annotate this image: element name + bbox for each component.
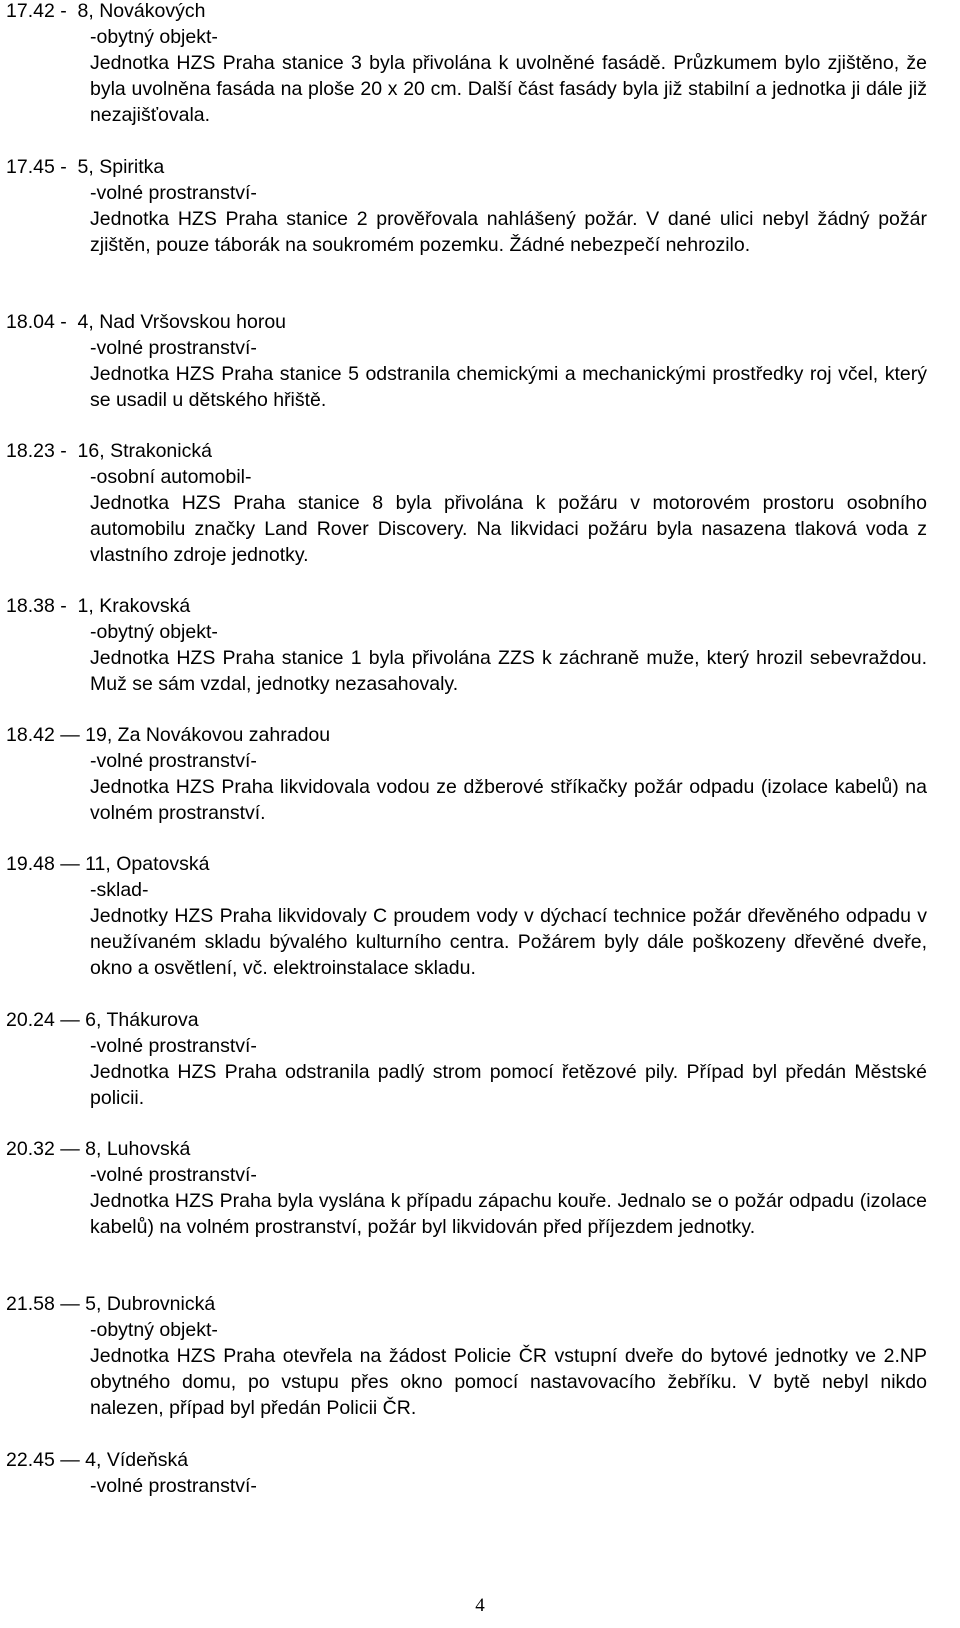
incident-description: Jednotka HZS Praha stanice 2 prověřovala nahlášený požár. V dané ulici nebyl žádný požár zjištěn, pouze táborák na soukromém pozemku. Žádné nebezpečí nehrozilo.: [90, 208, 927, 256]
incident-entry: [6, 309, 950, 413]
incident-heading: 22.45 — 4, Vídeňská: [6, 1449, 189, 1471]
incident-heading: 20.32 — 8, Luhovská: [6, 1138, 191, 1160]
incident-heading: 17.42 - 8, Novákových: [6, 0, 206, 22]
incident-heading: 18.23 - 16, Strakonická: [6, 440, 212, 462]
incident-entry: [6, 0, 950, 128]
incident-entry: [6, 438, 950, 568]
incident-description: Jednotka HZS Praha stanice 1 byla přivolána ZZS k záchraně muže, který hrozil sebevraždou. Muž se sám vzdal, jednotky nezasahovaly.: [90, 647, 927, 695]
incident-category: -volné prostranství-: [90, 337, 257, 359]
incident-category: -volné prostranství-: [90, 1475, 257, 1497]
incident-category: -obytný objekt-: [90, 621, 218, 643]
incident-heading: 17.45 - 5, Spiritka: [6, 156, 165, 178]
incident-category: -obytný objekt-: [90, 26, 218, 48]
incident-description: Jednotka HZS Praha likvidovala vodou ze džberové stříkačky požár odpadu (izolace kabelů) na volném prostranství.: [90, 776, 927, 824]
page-number: 4: [475, 1595, 485, 1616]
incident-category: -volné prostranství-: [90, 1164, 257, 1186]
incident-category: -volné prostranství-: [90, 750, 257, 772]
incident-description: Jednotka HZS Praha stanice 3 byla přivolána k uvolněné fasádě. Průzkumem bylo zjištěno, že byla uvolněna fasáda na ploše 20 x 20 cm. Další část fasády byla již stabilní a jednotka ji dále již nezajišťovala.: [90, 52, 927, 126]
incident-category: -sklad-: [90, 879, 149, 901]
incident-entry: [6, 1007, 950, 1111]
incident-description: Jednotky HZS Praha likvidovaly C proudem vody v dýchací technice požár dřevěného odpadu v neužívaném skladu bývalého kulturního centra. Požárem byly dále poškozeny dřevěné dveře, okno a osvětlení, vč. elektroinstalace skladu.: [90, 905, 927, 979]
incident-category: -volné prostranství-: [90, 1035, 257, 1057]
incident-entry: [6, 1447, 950, 1499]
incident-heading: 18.04 - 4, Nad Vršovskou horou: [6, 311, 287, 333]
incident-category: -volné prostranství-: [90, 182, 257, 204]
incident-heading: 20.24 — 6, Thákurova: [6, 1009, 199, 1031]
incident-entry: [6, 593, 950, 697]
incident-description: Jednotka HZS Praha otevřela na žádost Policie ČR vstupní dveře do bytové jednotky ve 2.NP obytného domu, po vstupu přes okno pomocí nastavovacího žebříku. V bytě nebyl nikdo nalezen, případ byl předán Policii ČR.: [90, 1345, 927, 1419]
incident-entry: [6, 1291, 950, 1421]
incident-description: Jednotka HZS Praha stanice 5 odstranila chemickými a mechanickými prostředky roj včel, který se usadil u dětského hřiště.: [90, 363, 927, 411]
incident-heading: 21.58 — 5, Dubrovnická: [6, 1293, 216, 1315]
incident-description: Jednotka HZS Praha odstranila padlý strom pomocí řetězové pily. Případ byl předán Městské policii.: [90, 1061, 927, 1109]
incident-entry: [6, 851, 950, 981]
incident-heading: 19.48 — 11, Opatovská: [6, 853, 210, 875]
incident-category: -obytný objekt-: [90, 1319, 218, 1341]
incident-description: Jednotka HZS Praha stanice 8 byla přivolána k požáru v motorovém prostoru osobního automobilu značky Land Rover Discovery. Na likvidaci požáru byla nasazena tlaková voda z vlastního zdroje jednotky.: [90, 492, 927, 566]
incident-heading: 18.42 — 19, Za Novákovou zahradou: [6, 724, 331, 746]
incident-entry: [6, 722, 950, 826]
incident-entry: [6, 1136, 950, 1240]
incident-entry: [6, 154, 950, 258]
incident-description: Jednotka HZS Praha byla vyslána k případu zápachu kouře. Jednalo se o požár odpadu (izolace kabelů) na volném prostranství, požár byl likvidován před příjezdem jednotky.: [90, 1190, 927, 1238]
incident-heading: 18.38 - 1, Krakovská: [6, 595, 191, 617]
incident-category: -osobní automobil-: [90, 466, 252, 488]
